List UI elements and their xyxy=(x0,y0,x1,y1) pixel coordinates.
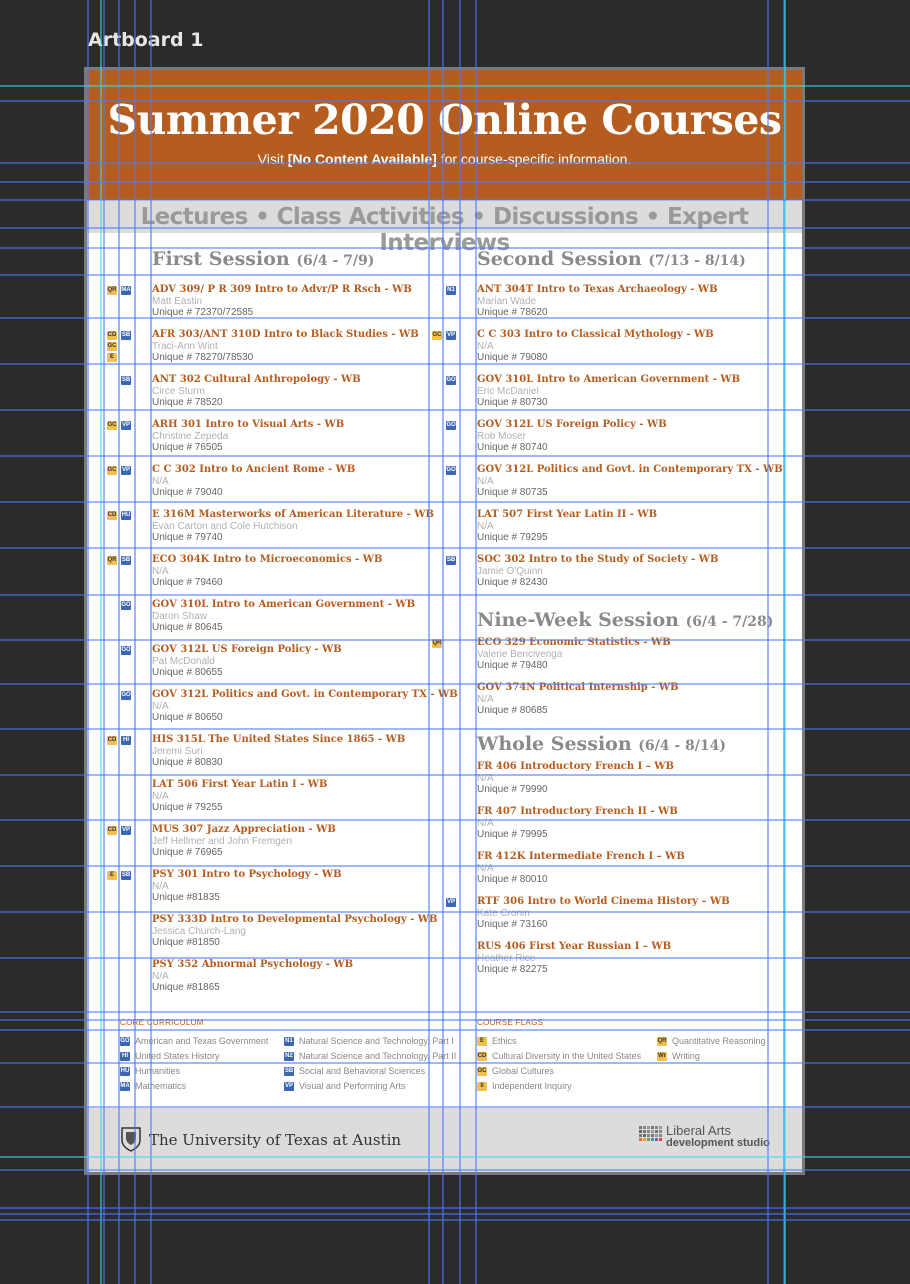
course-item[interactable] xyxy=(107,869,427,914)
course-unique: Unique # 82430 xyxy=(477,577,548,588)
legend-label: Writing xyxy=(672,1051,700,1061)
course-title: ADV 309/ P R 309 Intro to Advr/P R Rsch - WB xyxy=(152,284,412,295)
logo-cell xyxy=(659,1134,662,1137)
course-title: GOV 312L Politics and Govt. in Contemporary TX - WB xyxy=(477,464,783,475)
legend-label: American and Texas Government xyxy=(135,1036,269,1046)
course-title: ECO 329 Economic Statistics - WB xyxy=(477,637,671,648)
course-unique: Unique # 79040 xyxy=(152,487,223,498)
course-instructor: Daron Shaw xyxy=(152,611,208,622)
course-item[interactable] xyxy=(432,851,782,896)
flag-sb-icon: SB xyxy=(121,557,131,563)
legend-item xyxy=(120,1066,180,1076)
course-item[interactable] xyxy=(432,554,782,599)
course-title: PSY 352 Abnormal Psychology - WB xyxy=(152,959,354,970)
course-unique: Unique # 79295 xyxy=(477,532,548,543)
course-instructor: N/A xyxy=(152,566,169,577)
legend-item xyxy=(477,1036,517,1046)
flag-spacer xyxy=(432,556,442,565)
topics-band xyxy=(87,201,802,256)
flag-go-icon: GO xyxy=(121,692,131,698)
course-item[interactable] xyxy=(107,284,427,329)
course-item[interactable] xyxy=(432,464,782,509)
logo-cell xyxy=(639,1134,642,1137)
flag-e-icon: E xyxy=(107,871,117,880)
flag-gc-icon: GC xyxy=(477,1067,487,1074)
legend-label: Natural Science and Technology, Part II xyxy=(299,1051,457,1061)
flag-e-icon: E xyxy=(477,1037,487,1046)
course-instructor: Traci-Ann Wint xyxy=(152,341,218,352)
flag-sb-icon: SB xyxy=(121,332,131,338)
logo-cell xyxy=(647,1134,650,1137)
laits-wordmark: Liberal Arts development studio xyxy=(666,1123,770,1149)
logo-cell xyxy=(643,1126,646,1129)
legend-item xyxy=(120,1051,220,1061)
course-instructor: Marian Wade xyxy=(477,296,537,307)
flag-ma-icon: MA xyxy=(120,1082,130,1089)
flag-spacer xyxy=(432,466,442,475)
flag-gc-icon: GC xyxy=(107,343,117,349)
course-item[interactable] xyxy=(432,941,782,986)
logo-cell xyxy=(655,1126,658,1129)
logo-cell xyxy=(647,1126,650,1129)
flag-spacer xyxy=(432,421,442,430)
flag-hu-icon: HU xyxy=(120,1067,130,1074)
legend-label: Social and Behavioral Sciences xyxy=(299,1066,426,1076)
course-unique: Unique # 80655 xyxy=(152,667,223,678)
course-unique: Unique # 80010 xyxy=(477,874,548,885)
flag-qr-icon: QR xyxy=(107,287,117,293)
course-instructor: N/A xyxy=(477,521,494,532)
flag-sb-icon: SB xyxy=(284,1067,294,1074)
flag-vp-icon: VP xyxy=(121,827,130,833)
legend-label: Ethics xyxy=(492,1036,517,1046)
course-instructor: Jessica Church-Lang xyxy=(152,926,246,937)
flag-hu-icon: HU xyxy=(121,512,131,518)
flag-spacer xyxy=(432,898,442,907)
legend-item xyxy=(284,1036,454,1046)
course-instructor: N/A xyxy=(152,881,169,892)
legend-label: Visual and Performing Arts xyxy=(299,1081,406,1091)
logo-cell xyxy=(639,1126,642,1129)
course-item[interactable] xyxy=(432,637,782,682)
course-instructor: Matt Eastin xyxy=(152,296,203,307)
course-item[interactable] xyxy=(432,329,782,374)
flag-go-icon: GO xyxy=(120,1037,130,1044)
course-title: GOV 310L Intro to American Government - WB xyxy=(477,374,741,385)
flag-qr-icon: QR xyxy=(432,640,442,646)
flag-cd-icon: CD xyxy=(477,1052,487,1059)
course-item[interactable] xyxy=(107,734,427,779)
flag-qr-icon: QR xyxy=(107,557,117,563)
course-instructor: N/A xyxy=(477,818,494,829)
flag-wr-icon: Wr xyxy=(658,1052,666,1059)
legend-item xyxy=(657,1051,700,1061)
legend-label: Humanities xyxy=(135,1066,181,1076)
flag-n1-icon: N1 xyxy=(285,1037,293,1044)
flag-n1-icon: N1 xyxy=(447,287,455,293)
flag-spacer xyxy=(432,286,442,295)
course-title: HIS 315L The United States Since 1865 - WB xyxy=(152,734,406,745)
course-item[interactable] xyxy=(107,824,427,869)
course-item[interactable] xyxy=(107,464,427,509)
course-instructor: Circe Sturm xyxy=(152,386,205,397)
legend-label: Mathematics xyxy=(135,1081,187,1091)
flag-cd-icon: CD xyxy=(107,737,117,743)
legend-item xyxy=(657,1036,766,1046)
course-unique: Unique # 79740 xyxy=(152,532,223,543)
course-title: C C 303 Intro to Classical Mythology - WB xyxy=(477,329,714,340)
course-unique: Unique # 79460 xyxy=(152,577,223,588)
logo-cell xyxy=(655,1130,658,1133)
course-unique: Unique # 80740 xyxy=(477,442,548,453)
logo-cell xyxy=(655,1138,658,1141)
flag-n2-icon: N2 xyxy=(285,1052,293,1059)
course-item[interactable] xyxy=(107,554,427,599)
first-session-title: First Session (6/4 - 7/9) xyxy=(152,248,375,270)
flag-gc-icon: GC xyxy=(432,332,442,338)
flag-spacer xyxy=(432,376,442,385)
course-item[interactable] xyxy=(432,509,782,554)
course-instructor: N/A xyxy=(152,971,169,982)
course-title: E 316M Masterworks of American Literature - WB xyxy=(152,509,434,520)
logo-cell xyxy=(651,1138,654,1141)
course-title: FR 406 Introductory French I – WB xyxy=(477,761,674,772)
flag-vp-icon: VP xyxy=(446,332,455,338)
legend-item xyxy=(284,1051,456,1061)
flag-ma-icon: MA xyxy=(121,287,131,293)
ut-seal-icon xyxy=(120,1126,142,1152)
legend-label: Cultural Diversity in the United States xyxy=(492,1051,642,1061)
course-instructor: Jamie O'Quinn xyxy=(477,566,543,577)
course-unique: Unique #81850 xyxy=(152,937,220,948)
course-title: FR 412K Intermediate French I – WB xyxy=(477,851,685,862)
core-curriculum-heading: CORE CURRICULUM xyxy=(120,1018,204,1027)
flag-cd-icon: CD xyxy=(107,332,117,338)
course-item[interactable] xyxy=(107,599,427,644)
course-title: GOV 310L Intro to American Government - WB xyxy=(152,599,416,610)
page-subtitle: Visit [No Content Available] for course-specific information. xyxy=(257,151,632,167)
course-unique: Unique # 79990 xyxy=(477,784,548,795)
course-item[interactable] xyxy=(432,419,782,464)
course-item[interactable] xyxy=(432,682,782,727)
course-unique: Unique # 80685 xyxy=(477,705,548,716)
flag-vp-icon: VP xyxy=(284,1082,293,1089)
course-item[interactable] xyxy=(107,419,427,464)
course-unique: Unique # 78520 xyxy=(152,397,223,408)
flag-gc-icon: GC xyxy=(107,422,117,428)
flag-vp-icon: VP xyxy=(446,899,455,905)
course-instructor: N/A xyxy=(152,476,169,487)
legend-label: Quantitative Reasoning xyxy=(672,1036,766,1046)
footer xyxy=(87,1108,802,1172)
course-title: C C 302 Intro to Ancient Rome - WB xyxy=(152,464,356,475)
course-unique: Unique # 80730 xyxy=(477,397,548,408)
nine-week-session-title: Nine-Week Session (6/4 - 7/28) xyxy=(477,609,774,631)
legend-item xyxy=(477,1051,641,1061)
course-title: ARH 301 Intro to Visual Arts - WB xyxy=(152,419,345,430)
flag-hi-icon: HI xyxy=(123,737,129,743)
course-title: GOV 374N Political Internship - WB xyxy=(477,682,679,693)
course-instructor: Valerie Bencivenga xyxy=(477,649,563,660)
course-title: ANT 302 Cultural Anthropology - WB xyxy=(152,374,361,385)
course-flags-heading: COURSE FLAGS xyxy=(477,1018,544,1027)
course-unique: Unique # 80650 xyxy=(152,712,223,723)
course-unique: Unique # 72370/72585 xyxy=(152,307,254,318)
flag-sb-icon: SB xyxy=(121,872,131,878)
legend-label: Natural Science and Technology, Part I xyxy=(299,1036,454,1046)
course-item[interactable] xyxy=(107,644,427,689)
legend-item xyxy=(284,1066,425,1076)
legend-item xyxy=(120,1036,268,1046)
topics-text: Lectures • Class Activities • Discussions • Expert Interviews xyxy=(140,204,749,256)
course-instructor: N/A xyxy=(477,863,494,874)
course-instructor: N/A xyxy=(477,773,494,784)
course-title: FR 407 Introductory French II - WB xyxy=(477,806,678,817)
course-title: GOV 312L US Foreign Policy - WB xyxy=(477,419,667,430)
course-item[interactable] xyxy=(432,896,782,941)
course-title: AFR 303/ANT 310D Intro to Black Studies - WB xyxy=(152,329,419,340)
flag-go-icon: GO xyxy=(446,422,456,428)
page-title: Summer 2020 Online Courses xyxy=(107,96,782,144)
course-instructor: Evan Carton and Cole Hutchison xyxy=(152,521,298,532)
logo-cell xyxy=(651,1126,654,1129)
flag-hi-icon: HI xyxy=(122,1052,128,1059)
course-unique: Unique # 78620 xyxy=(477,307,548,318)
course-unique: Unique # 79480 xyxy=(477,660,548,671)
logo-cell xyxy=(659,1130,662,1133)
course-item[interactable] xyxy=(432,806,782,851)
flag-ii-icon: II xyxy=(477,1082,487,1091)
course-title: PSY 301 Intro to Psychology - WB xyxy=(152,869,342,880)
course-unique: Unique # 76505 xyxy=(152,442,223,453)
flyer-page[interactable] xyxy=(87,70,802,1172)
course-unique: Unique # 78270/78530 xyxy=(152,352,254,363)
course-unique: Unique # 82275 xyxy=(477,964,548,975)
flag-cd-icon: CD xyxy=(107,827,117,833)
course-unique: Unique # 76965 xyxy=(152,847,223,858)
ut-wordmark: The University of Texas at Austin xyxy=(149,1131,402,1149)
course-unique: Unique # 79080 xyxy=(477,352,548,363)
course-title: SOC 302 Intro to the Study of Society - WB xyxy=(477,554,719,565)
course-item[interactable] xyxy=(432,284,782,329)
right-column xyxy=(432,248,782,986)
course-instructor: Eric McDaniel xyxy=(477,386,539,397)
logo-cell xyxy=(655,1134,658,1137)
flag-go-icon: GO xyxy=(121,602,131,608)
second-session-title: Second Session (7/13 - 8/14) xyxy=(477,248,746,270)
flag-go-icon: GO xyxy=(446,467,456,473)
course-unique: Unique # 80735 xyxy=(477,487,548,498)
legend-label: United States History xyxy=(135,1051,220,1061)
course-unique: Unique # 80645 xyxy=(152,622,223,633)
logo-cell xyxy=(659,1138,662,1141)
flag-spacer xyxy=(107,376,117,385)
course-item[interactable] xyxy=(432,761,782,806)
legend-item xyxy=(477,1081,572,1091)
whole-session-title: Whole Session (6/4 - 8/14) xyxy=(477,733,727,755)
course-unique: Unique # 79995 xyxy=(477,829,548,840)
course-instructor: Kate Cronin xyxy=(477,908,530,919)
flag-sb-icon: SB xyxy=(121,377,131,383)
course-title: GOV 312L Politics and Govt. in Contemporary TX - WB xyxy=(152,689,458,700)
legend-item xyxy=(477,1066,554,1076)
course-title: LAT 506 First Year Latin I - WB xyxy=(152,779,328,790)
logo-cell xyxy=(643,1134,646,1137)
logo-cell xyxy=(639,1138,642,1141)
course-item[interactable] xyxy=(107,689,458,734)
course-title: GOV 312L US Foreign Policy - WB xyxy=(152,644,342,655)
course-title: RTF 306 Intro to World Cinema History – WB xyxy=(477,896,730,907)
course-instructor: N/A xyxy=(477,694,494,705)
course-title: MUS 307 Jazz Appreciation - WB xyxy=(152,824,336,835)
course-instructor: N/A xyxy=(152,701,169,712)
header-banner xyxy=(87,70,802,200)
course-item[interactable] xyxy=(107,374,427,419)
course-unique: Unique #81865 xyxy=(152,982,220,993)
course-item[interactable] xyxy=(107,914,438,959)
course-unique: Unique # 80830 xyxy=(152,757,223,768)
logo-cell xyxy=(651,1134,654,1137)
course-instructor: Christine Zepeda xyxy=(152,431,229,442)
course-instructor: Jeff Hellmer and John Fremgen xyxy=(152,836,292,847)
course-unique: Unique #81835 xyxy=(152,892,220,903)
course-title: LAT 507 First Year Latin II - WB xyxy=(477,509,658,520)
course-instructor: N/A xyxy=(152,791,169,802)
flag-spacer xyxy=(107,691,117,700)
course-item[interactable] xyxy=(107,509,434,554)
legend-item xyxy=(284,1081,405,1091)
course-item[interactable] xyxy=(432,374,782,419)
flag-go-icon: GO xyxy=(121,647,131,653)
flag-vp-icon: VP xyxy=(121,467,130,473)
flag-vp-icon: VP xyxy=(121,422,130,428)
flag-cd-icon: CD xyxy=(107,512,117,518)
course-title: ANT 304T Intro to Texas Archaeology - WB xyxy=(477,284,718,295)
logo-cell xyxy=(647,1138,650,1141)
course-instructor: Rob Moser xyxy=(477,431,526,442)
logo-cell xyxy=(647,1130,650,1133)
course-instructor: Pat McDonald xyxy=(152,656,215,667)
artboard-label[interactable]: Artboard 1 xyxy=(88,29,204,51)
logo-cell xyxy=(651,1130,654,1133)
flag-qr-icon: QR xyxy=(657,1037,667,1044)
course-title: PSY 333D Intro to Developmental Psychology - WB xyxy=(152,914,438,925)
flag-go-icon: GO xyxy=(446,377,456,383)
legend-label: Independent Inquiry xyxy=(492,1081,572,1091)
course-instructor: N/A xyxy=(477,341,494,352)
course-title: ECO 304K Intro to Microeconomics - WB xyxy=(152,554,383,565)
course-item[interactable] xyxy=(107,959,427,1004)
course-unique: Unique # 73160 xyxy=(477,919,548,930)
course-item[interactable] xyxy=(107,329,427,374)
course-instructor: Heather Rice xyxy=(477,953,536,964)
laits-logo-icon xyxy=(639,1126,662,1141)
logo-cell xyxy=(639,1130,642,1133)
legend-item xyxy=(120,1081,186,1091)
flag-spacer xyxy=(107,646,117,655)
logo-cell xyxy=(659,1126,662,1129)
course-title: RUS 406 First Year Russian I – WB xyxy=(477,941,672,952)
course-instructor: N/A xyxy=(477,476,494,487)
legend-label: Global Cultures xyxy=(492,1066,555,1076)
logo-cell xyxy=(643,1138,646,1141)
flag-gc-icon: GC xyxy=(107,467,117,473)
flag-spacer xyxy=(107,601,117,610)
flag-e-icon: E xyxy=(107,353,117,362)
course-instructor: Jeremi Suri xyxy=(152,746,203,757)
logo-cell xyxy=(643,1130,646,1133)
course-item[interactable] xyxy=(107,779,427,824)
course-unique: Unique # 79255 xyxy=(152,802,223,813)
flag-sb-icon: SB xyxy=(446,557,456,563)
